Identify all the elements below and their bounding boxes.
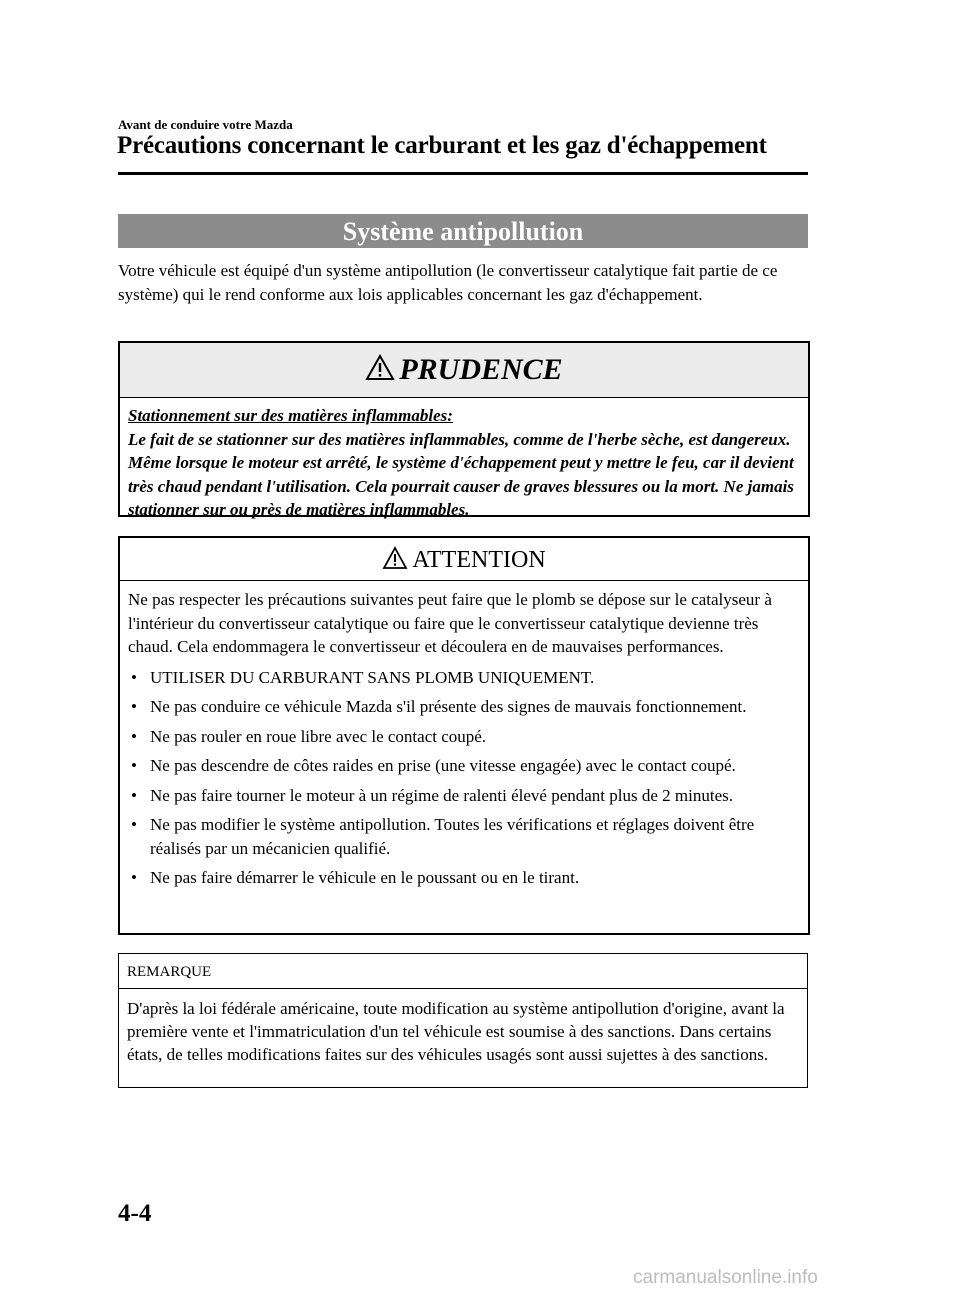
remarque-box [118,953,808,1088]
watermark-link[interactable]: carmanualsonline.info [633,1267,818,1288]
list-item: • Ne pas faire tourner le moteur à un régime de ralenti élevé pendant plus de 2 minutes. [128,784,800,808]
prudence-body [120,398,808,522]
bullet-icon: • [131,785,137,805]
chapter-heading: Avant de conduire votre Mazda [118,117,293,132]
title-rule [118,172,808,175]
attention-intro: Ne pas respecter les précautions suivantes peut faire que le plomb se dépose sur le catalyseur à l'intérieur du convertisseur catalytique ou faire que le convertisseur catalytique devienne très chaud. Cela endommagera le convertisseur et découlera en de mauvaises performances. [128,590,772,656]
prudence-heading: PRUDENCE [399,353,563,386]
list-item: • Ne pas rouler en roue libre avec le contact coupé. [128,725,800,749]
attention-box [118,536,810,935]
attention-body [120,581,808,890]
page-number: 4-4 [118,1200,152,1227]
prudence-header [120,343,808,398]
bullet-icon: • [131,667,137,687]
prudence-subheading: Stationnement sur des matières inflammables: [128,406,453,425]
bullet-icon: • [131,726,137,746]
bullet-icon: • [131,815,137,834]
list-item: • Ne pas modifier le système antipollution. Toutes les vérifications et réglages doivent être réalisés par un mécanicien qualifié. [131,815,755,858]
attention-list [128,666,800,890]
list-item: • Ne pas faire démarrer le véhicule en le poussant ou en le tirant. [128,866,800,890]
list-item: • Ne pas conduire ce véhicule Mazda s'il présente des signes de mauvais fonctionnement. [128,695,800,719]
page-title: Précautions concernant le carburant et les gaz d'échappement [117,132,767,159]
warning-triangle-icon [382,546,408,575]
remarque-text: D'après la loi fédérale américaine, toute modification au système antipollution d'origine, avant la première vente et l'immatriculation d'un tel véhicule est soumise à des sanctions. Dans certains états, de telles modifications faites sur des véhicules usagés sont aussi sujettes à des sanctions. [127,999,785,1064]
bullet-icon: • [131,697,137,716]
attention-header [120,538,808,581]
list-item: • UTILISER DU CARBURANT SANS PLOMB UNIQUEMENT. [128,666,800,690]
section-intro: Votre véhicule est équipé d'un système antipollution (le convertisseur catalytique fait partie de ce système) qui le rend conforme aux lois applicables concernant les gaz d'échappement. [118,261,778,304]
bullet-icon: • [131,756,137,775]
bullet-icon: • [131,868,137,887]
list-item: • Ne pas descendre de côtes raides en prise (une vitesse engagée) avec le contact coupé. [128,754,800,778]
prudence-text: Le fait de se stationner sur des matières inflammables, comme de l'herbe sèche, est dangereux. Même lorsque le moteur est arrêté, le système d'échappement peut y mettre le feu, car il devient très chaud pendant l'utilisation. Cela pourrait causer de graves blessures ou la mort. Ne jamais stationner sur ou près de matières inflammables. [128,429,794,519]
warning-triangle-icon [365,354,395,386]
prudence-box [118,341,810,517]
remarque-heading: REMARQUE [119,954,807,989]
attention-heading: ATTENTION [412,547,546,573]
section-title: Système antipollution [118,214,808,248]
